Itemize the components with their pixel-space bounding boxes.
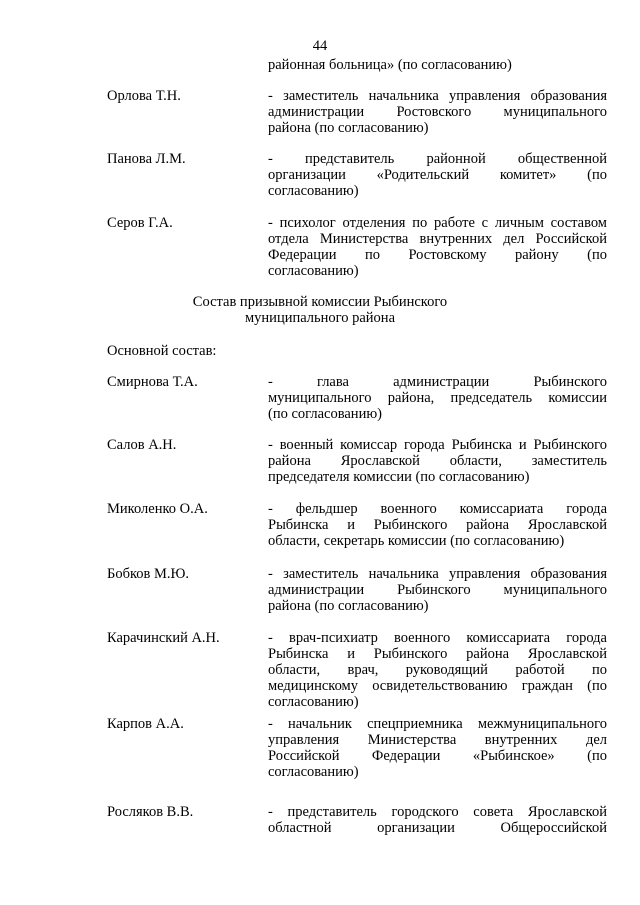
role-line: Федерации по Ростовскому району (по <box>268 247 607 263</box>
role-line: - врач-психиатр военного комиссариата города <box>268 630 607 646</box>
role-line: медицинскому освидетельствованию граждан (по <box>268 678 607 694</box>
role-line: - заместитель начальника управления образования <box>268 88 607 104</box>
role-line: - военный комиссар города Рыбинска и Рыбинского <box>268 437 607 453</box>
role-line: согласованию) <box>268 764 359 780</box>
member-name: Росляков В.В. <box>107 804 194 820</box>
role-line: (по согласованию) <box>268 406 382 422</box>
role-line: - представитель городского совета Ярославской <box>268 804 607 820</box>
role-line: Рыбинска и Рыбинского района Ярославской <box>268 646 607 662</box>
role-line: муниципального района, председатель комиссии <box>268 390 607 406</box>
role-line: области, врач, руководящий работой по <box>268 662 607 678</box>
member-role <box>268 88 607 136</box>
role-line: - начальник спецприемника межмуниципального <box>268 716 607 732</box>
member-role <box>268 437 607 485</box>
member-role <box>268 566 607 614</box>
member-name: Панова Л.М. <box>107 151 186 167</box>
section-title <box>0 294 640 326</box>
member-name: Орлова Т.Н. <box>107 88 181 104</box>
role-line: председателя комиссии (по согласованию) <box>268 469 530 485</box>
page-number: 44 <box>312 38 328 54</box>
role-line: управления Министерства внутренних дел <box>268 732 607 748</box>
member-name: Карачинский А.Н. <box>107 630 220 646</box>
role-line: Рыбинска и Рыбинского района Ярославской <box>268 517 607 533</box>
continuation-line: районная больница» (по согласованию) <box>268 57 512 73</box>
section-title-line: Состав призывной комиссии Рыбинского <box>192 294 448 310</box>
role-line: - глава администрации Рыбинского <box>268 374 607 390</box>
role-line: администрации Ростовского муниципального <box>268 104 607 120</box>
member-role <box>268 374 607 422</box>
role-line: - психолог отделения по работе с личным составом <box>268 215 607 231</box>
role-line: района (по согласованию) <box>268 598 429 614</box>
role-line: отдела Министерства внутренних дел Российской <box>268 231 607 247</box>
role-line: областной организации Общероссийской <box>268 820 607 836</box>
member-role <box>268 215 607 279</box>
member-name: Смирнова Т.А. <box>107 374 198 390</box>
member-role <box>268 151 607 199</box>
member-role <box>268 501 607 549</box>
role-line: Российской Федерации «Рыбинское» (по <box>268 748 607 764</box>
role-line: администрации Рыбинского муниципального <box>268 582 607 598</box>
role-line: организации «Родительский комитет» (по <box>268 167 607 183</box>
role-line: - фельдшер военного комиссариата города <box>268 501 607 517</box>
subsection-heading: Основной состав: <box>107 343 217 359</box>
role-line: - заместитель начальника управления образования <box>268 566 607 582</box>
role-line: области, секретарь комиссии (по согласованию) <box>268 533 565 549</box>
member-name: Бобков М.Ю. <box>107 566 190 582</box>
member-name: Серов Г.А. <box>107 215 173 231</box>
section-title-line: муниципального района <box>245 310 395 326</box>
member-role <box>268 804 607 836</box>
member-name: Миколенко О.А. <box>107 501 208 517</box>
member-role <box>268 716 607 780</box>
role-line: согласованию) <box>268 694 359 710</box>
member-role <box>268 630 607 710</box>
role-line: согласованию) <box>268 263 359 279</box>
member-name: Карпов А.А. <box>107 716 184 732</box>
role-line: района (по согласованию) <box>268 120 429 136</box>
role-line: района Ярославской области, заместитель <box>268 453 607 469</box>
member-name: Салов А.Н. <box>107 437 177 453</box>
role-line: согласованию) <box>268 183 359 199</box>
role-line: - представитель районной общественной <box>268 151 607 167</box>
